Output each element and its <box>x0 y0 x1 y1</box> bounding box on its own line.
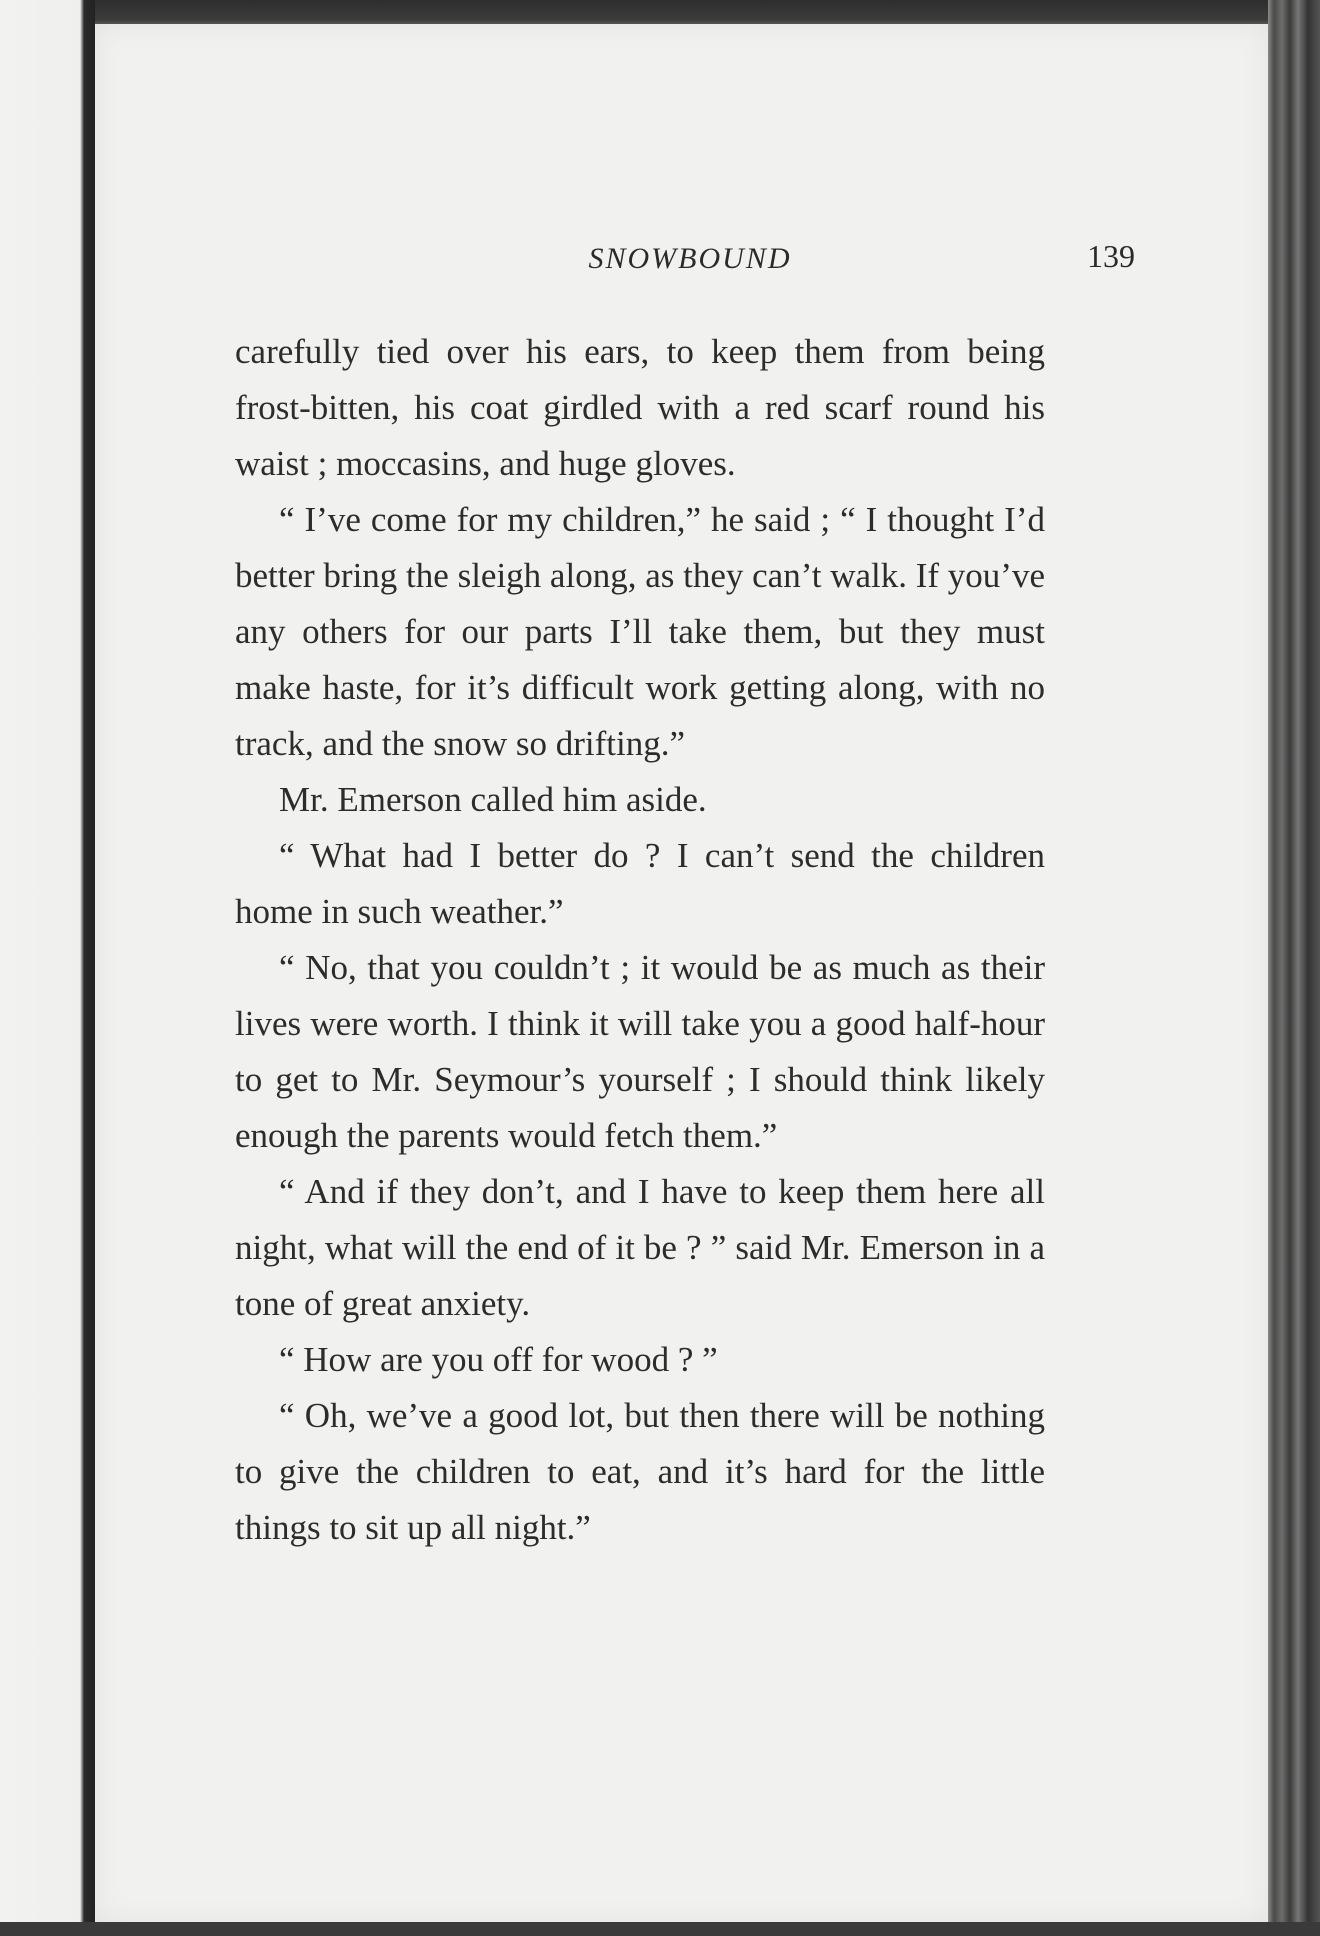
paragraph: “ How are you off for wood ? ” <box>279 1340 718 1379</box>
scan-bottom-border <box>0 1922 1320 1936</box>
page-header <box>235 232 1145 292</box>
paragraph: “ What had I better do ? I can’t send the children home in such weather.” <box>235 836 1045 931</box>
book-page <box>95 24 1268 1922</box>
paragraph: “ I’ve come for my children,” he said ; “ I thought I’d better bring the sleigh along, as they can’t walk. If you’ve any others for our parts I’ll take them, but they must make haste, for it’s difficult work getting along, with no track, and the snow so drifting.” <box>235 500 1045 763</box>
body-text <box>235 324 1045 1556</box>
paragraph: Mr. Emerson called him aside. <box>279 780 707 819</box>
paragraph: carefully tied over his ears, to keep them from being frost-bitten, his coat girdled with a red scarf round his waist ; moccasins, and huge gloves. <box>235 332 1045 483</box>
scan-left-border <box>0 0 95 1936</box>
page-number: 139 <box>1087 238 1135 274</box>
running-head: SNOWBOUND <box>588 242 792 275</box>
paragraph: “ Oh, we’ve a good lot, but then there will be nothing to give the children to eat, and it’s hard for the little things to sit up all night.” <box>235 1396 1045 1547</box>
paragraph: “ And if they don’t, and I have to keep them here all night, what will the end of it be ? ” said Mr. Emerson in a tone of great anxiety. <box>235 1172 1045 1323</box>
scan-top-border <box>0 0 1320 24</box>
paragraph: “ No, that you couldn’t ; it would be as much as their lives were worth. I think it will take you a good half-hour to get to Mr. Seymour’s yourself ; I should think likely enough the parents would fetch them.” <box>235 948 1045 1155</box>
book-binding-edge <box>1268 0 1320 1936</box>
